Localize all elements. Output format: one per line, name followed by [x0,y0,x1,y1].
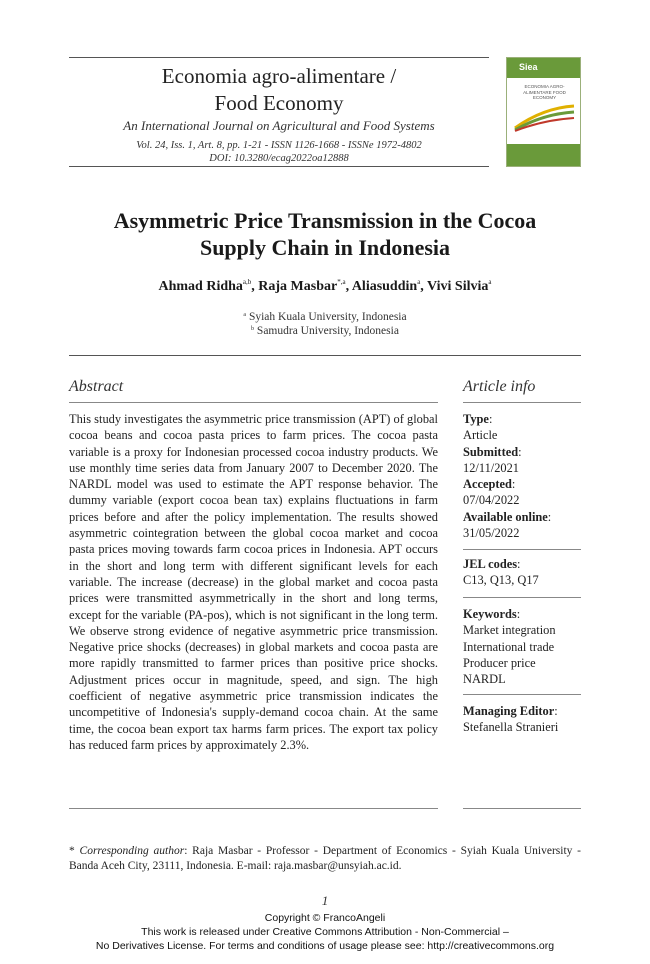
abstract-heading-rule [69,402,438,403]
page-number: 1 [321,893,329,908]
header-bottom-rule [69,166,489,167]
author-marks: a [417,278,421,286]
author-marks: *,a [337,278,346,286]
cover-bottom-band [507,144,580,166]
type-label: Type [463,412,489,426]
section-divider [69,355,581,356]
cover-logo: Siea [519,62,538,72]
author-list [60,278,590,295]
author-name: Raja Masbar [258,279,338,294]
submitted-value: 12/11/2021 [463,460,519,475]
info-divider [463,694,581,695]
author-separator: , [251,279,259,294]
keyword: NARDL [463,672,506,687]
journal-volume-info [69,139,489,165]
accepted-label: Accepted [463,477,512,492]
managing-editor-label: Managing Editor [463,704,555,718]
affiliation-text: Samudra University, Indonesia [256,325,399,337]
keyword: Market integration [463,623,556,638]
cover-title: ECONOMIA AGRO-ALIMENTARE FOOD ECONOMY [523,84,566,100]
jel-label: JEL codes [463,557,518,571]
available-online-value: 31/05/2022 [463,526,520,541]
copyright-line: Copyright © FrancoAngeli [264,912,386,924]
doi-line: DOI: 10.3280/ecag2022oa12888 [209,153,349,164]
managing-editor-value: Stefanella Stranieri [463,720,559,735]
keywords-label: Keywords [463,607,517,621]
volume-line: Vol. 24, Iss. 1, Art. 8, pp. 1-21 - ISSN 1126-1668 - ISSNe 1972-4802 [136,140,422,151]
journal-cover-image [506,57,581,167]
abstract-heading: Abstract [69,378,124,395]
type-value: Article [463,428,498,443]
corresponding-author-footnote [69,844,581,873]
article-dates-block: Type: Article Submitted: 12/11/2021 Accepted: 07/04/2022 Available online: 31/05/2022 [463,411,581,541]
author-separator: , [420,279,428,294]
author-marks: a,b [242,278,252,286]
author-name: Vivi Silvia [427,279,489,294]
keywords-block: Keywords: Market integration International trade Producer price NARDL [463,606,581,687]
article-info-heading-rule [463,402,581,403]
affiliation [60,311,590,323]
affiliation-mark: a [243,312,247,318]
available-online-label: Available online [463,509,548,524]
jel-value: C13, Q13, Q17 [463,573,539,588]
author-name: Ahmad Ridha [158,279,243,294]
submitted-label: Submitted [463,444,519,459]
keyword: Producer price [463,655,536,670]
article-info-heading: Article info [463,378,536,395]
cover-top-band [507,58,580,78]
paper-title-line1: Asymmetric Price Transmission in the Cocoa [113,208,537,233]
footnote-text: : Raja Masbar - Professor - Department of Economics - Syiah Kuala University - Banda Aceh City, 23111, Indonesia. E-mail: raja.masbar@unsyiah.ac.id. [69,845,581,872]
managing-editor-block: Managing Editor: Stefanella Stranieri [463,703,581,736]
affiliation [60,325,590,337]
header-top-rule [69,57,489,58]
abstract-bottom-rule [69,808,438,809]
license-line-1: This work is released under Creative Commons Attribution - Non-Commercial – [141,926,509,938]
author-name: Aliasuddin [351,279,418,294]
abstract-text: This study investigates the asymmetric price transmission (APT) of global cocoa beans and cocoa pasta prices to farm prices. The cocoa pasta variable is a proxy for Indonesian processed cocoa industry products. We use monthly time series data from January 2007 to December 2020. The NARDL model was used to estimate the APT response behavior. The dummy variable (export cocoa bean tax) explains fluctuations in farm prices before and after the policy implementation. The results showed asymmetric cointegration between the global cocoa market and cocoa pasta prices moving towards farm cocoa prices in Indonesia. APT occurs in the short and long term with different significant levels for each variable. The increase (decrease) in the global market and cocoa pasta prices were transmitted asymmetrically in the short and long terms, except for the variable (PA-pos), which is not significant in the long term. We observe strong evidence of negative asymmetric price transmission. Negative price shocks (decreases) in global markets and cocoa pasta are more rapidly transmitted to farmer prices than positive price shocks. Adjustment prices occur in magnitude, speed, and sign. The high coefficient of negative asymmetric price transmission indicates the uncompetitive of Indonesia's supply-demand cocoa chain. At the same time, the cocoa bean export tax harms farm prices. The export tax policy has reduced farm prices by approximately 2.3%. [69,412,438,752]
journal-title-line1: Economia agro-alimentare / [161,64,397,88]
journal-title-line2: Food Economy [214,91,344,115]
author-separator: , [345,279,352,294]
info-divider [463,549,581,550]
cover-swoosh-icon [513,102,576,132]
paper-title [60,207,590,261]
info-divider [463,597,581,598]
journal-subtitle: An International Journal on Agricultural and Food Systems [123,118,435,133]
journal-title [69,63,489,117]
keyword: International trade [463,639,555,654]
jel-codes-block: JEL codes: C13, Q13, Q17 [463,556,581,589]
license-line-2: No Derivatives License. For terms and conditions of usage please see: http://creativecommons.org [95,940,555,952]
accepted-value: 07/04/2022 [463,493,520,508]
footnote-mark: * [69,845,75,857]
author-marks: a [488,278,492,286]
footnote-label: Corresponding author [79,845,185,857]
article-info-bottom-rule [463,808,581,809]
paper-title-line2: Supply Chain in Indonesia [199,235,451,260]
affiliation-text: Syiah Kuala University, Indonesia [248,311,407,323]
affiliation-mark: b [251,326,255,332]
